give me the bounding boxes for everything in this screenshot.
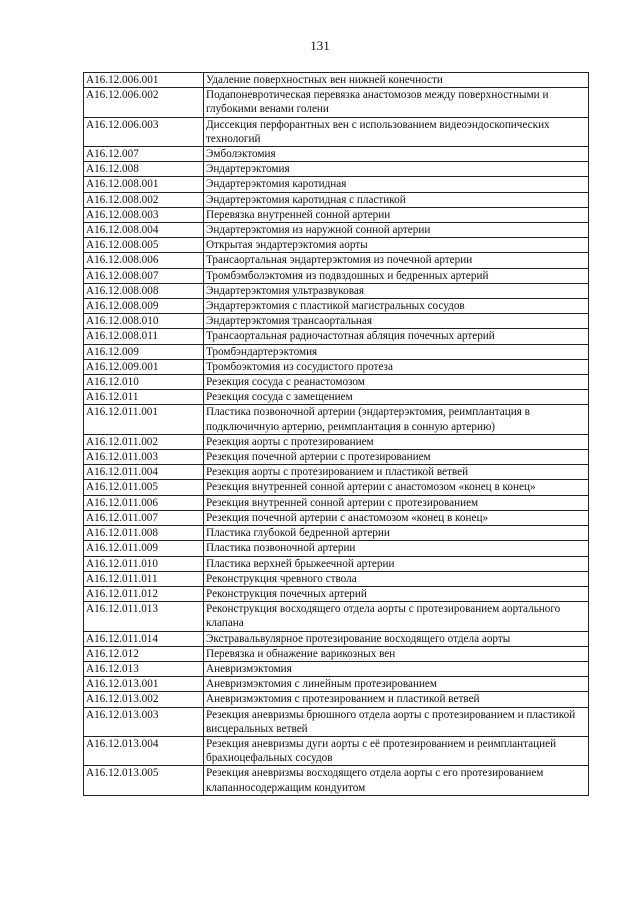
table-row xyxy=(84,692,589,707)
procedure-name-cell: Аневризмэктомия с линейным протезированием xyxy=(204,677,589,692)
procedure-name-cell: Резекция внутренней сонной артерии с протезированием xyxy=(204,495,589,510)
procedure-name-cell: Перевязка и обнажение варикозных вен xyxy=(204,646,589,661)
procedure-code-cell: A16.12.011.011 xyxy=(84,571,204,586)
table-row xyxy=(84,450,589,465)
procedure-name-cell: Резекция сосуда с реанастомозом xyxy=(204,375,589,390)
procedure-code-cell: A16.12.011 xyxy=(84,390,204,405)
table-row xyxy=(84,192,589,207)
procedure-name-cell: Эндартерэктомия xyxy=(204,162,589,177)
procedure-code-cell: A16.12.011.010 xyxy=(84,556,204,571)
procedure-name-cell: Тромбоэктомия из сосудистого протеза xyxy=(204,359,589,374)
procedure-code-cell: A16.12.011.003 xyxy=(84,450,204,465)
procedure-name-cell: Эмболэктомия xyxy=(204,147,589,162)
procedure-name-cell: Эндартерэктомия ультразвуковая xyxy=(204,283,589,298)
table-row xyxy=(84,541,589,556)
table-row xyxy=(84,268,589,283)
procedure-code-cell: A16.12.008.005 xyxy=(84,238,204,253)
procedure-name-cell: Эндартерэктомия трансаортальная xyxy=(204,314,589,329)
procedure-code-cell: A16.12.007 xyxy=(84,147,204,162)
procedure-name-cell: Тромбэмболэктомия из подвздошных и бедренных артерий xyxy=(204,268,589,283)
procedure-name-cell: Диссекция перфорантных вен с использованием видеоэндоскопических технологий xyxy=(204,117,589,146)
table-row xyxy=(84,480,589,495)
table-row xyxy=(84,177,589,192)
procedure-code-cell: A16.12.013.003 xyxy=(84,707,204,736)
procedure-code-cell: A16.12.011.004 xyxy=(84,465,204,480)
table-row xyxy=(84,390,589,405)
procedure-code-cell: A16.12.006.003 xyxy=(84,117,204,146)
table-row xyxy=(84,586,589,601)
procedure-name-cell: Пластика верхней брыжеечной артерии xyxy=(204,556,589,571)
procedure-code-cell: A16.12.011.002 xyxy=(84,434,204,449)
procedure-code-cell: A16.12.009.001 xyxy=(84,359,204,374)
table-row xyxy=(84,238,589,253)
procedure-name-cell: Резекция аневризмы восходящего отдела аорты с его протезированием клапанносодержащим кондуитом xyxy=(204,766,589,795)
procedure-code-cell: A16.12.011.014 xyxy=(84,631,204,646)
procedure-code-cell: A16.12.008.004 xyxy=(84,223,204,238)
procedure-code-cell: A16.12.008.003 xyxy=(84,207,204,222)
procedure-code-cell: A16.12.008.009 xyxy=(84,299,204,314)
procedure-code-cell: A16.12.011.013 xyxy=(84,602,204,631)
procedure-code-cell: A16.12.008.008 xyxy=(84,283,204,298)
table-row xyxy=(84,314,589,329)
table-row xyxy=(84,88,589,117)
procedure-code-cell: A16.12.011.009 xyxy=(84,541,204,556)
table-row xyxy=(84,405,589,434)
table-row xyxy=(84,283,589,298)
table-row xyxy=(84,661,589,676)
procedure-name-cell: Резекция сосуда с замещением xyxy=(204,390,589,405)
table-row xyxy=(84,556,589,571)
procedure-code-cell: A16.12.008.010 xyxy=(84,314,204,329)
procedure-code-cell: A16.12.008.002 xyxy=(84,192,204,207)
table-row xyxy=(84,329,589,344)
procedure-name-cell: Резекция почечной артерии с анастомозом «конец в конец» xyxy=(204,510,589,525)
table-row xyxy=(84,207,589,222)
procedure-code-cell: A16.12.013.001 xyxy=(84,677,204,692)
procedure-name-cell: Открытая эндартерэктомия аорты xyxy=(204,238,589,253)
table-row xyxy=(84,495,589,510)
procedure-code-cell: A16.12.011.006 xyxy=(84,495,204,510)
table-row xyxy=(84,162,589,177)
table-row xyxy=(84,646,589,661)
procedure-name-cell: Подапоневротическая перевязка анастомозов между поверхностными и глубокими венами голени xyxy=(204,88,589,117)
procedure-name-cell: Эндартерэктомия из наружной сонной артерии xyxy=(204,223,589,238)
table-row xyxy=(84,526,589,541)
table-row xyxy=(84,631,589,646)
table-row xyxy=(84,465,589,480)
procedure-name-cell: Резекция аорты с протезированием xyxy=(204,434,589,449)
procedure-name-cell: Пластика глубокой бедренной артерии xyxy=(204,526,589,541)
table-row xyxy=(84,707,589,736)
procedure-code-cell: A16.12.013.005 xyxy=(84,766,204,795)
table-row xyxy=(84,299,589,314)
procedure-code-cell: A16.12.011.008 xyxy=(84,526,204,541)
table-row xyxy=(84,223,589,238)
procedure-name-cell: Эндартерэктомия каротидная xyxy=(204,177,589,192)
table-row xyxy=(84,434,589,449)
procedure-name-cell: Эндартерэктомия с пластикой магистральных сосудов xyxy=(204,299,589,314)
procedure-name-cell: Резекция аневризмы дуги аорты с её протезированием и реимплантацией брахиоцефальных сосудов xyxy=(204,736,589,765)
procedure-code-cell: A16.12.008.006 xyxy=(84,253,204,268)
procedure-code-cell: A16.12.011.001 xyxy=(84,405,204,434)
procedure-name-cell: Перевязка внутренней сонной артерии xyxy=(204,207,589,222)
procedure-name-cell: Трансаортальная радиочастотная абляция почечных артерий xyxy=(204,329,589,344)
procedure-name-cell: Пластика позвоночной артерии xyxy=(204,541,589,556)
procedure-code-cell: A16.12.010 xyxy=(84,375,204,390)
procedure-code-cell: A16.12.008.007 xyxy=(84,268,204,283)
procedure-code-cell: A16.12.011.007 xyxy=(84,510,204,525)
procedure-name-cell: Аневризмэктомия xyxy=(204,661,589,676)
procedure-code-cell: A16.12.011.012 xyxy=(84,586,204,601)
table-row xyxy=(84,602,589,631)
procedure-name-cell: Реконструкция почечных артерий xyxy=(204,586,589,601)
procedure-code-cell: A16.12.009 xyxy=(84,344,204,359)
table-row xyxy=(84,359,589,374)
procedure-name-cell: Реконструкция чревного ствола xyxy=(204,571,589,586)
procedure-code-cell: A16.12.006.001 xyxy=(84,73,204,88)
table-row xyxy=(84,736,589,765)
procedure-name-cell: Экстравальвулярное протезирование восходящего отдела аорты xyxy=(204,631,589,646)
procedure-name-cell: Пластика позвоночной артерии (эндартерэктомия, реимплантация в подключичную артерию, реимплантация в сонную артерию) xyxy=(204,405,589,434)
procedure-name-cell: Аневризмэктомия с протезированием и пластикой ветвей xyxy=(204,692,589,707)
table-row xyxy=(84,147,589,162)
procedure-code-cell: A16.12.011.005 xyxy=(84,480,204,495)
table-row xyxy=(84,253,589,268)
procedure-name-cell: Реконструкция восходящего отдела аорты с протезированием аортального клапана xyxy=(204,602,589,631)
procedure-name-cell: Удаление поверхностных вен нижней конечности xyxy=(204,73,589,88)
procedure-code-cell: A16.12.013.004 xyxy=(84,736,204,765)
table-row xyxy=(84,766,589,795)
procedure-code-cell: A16.12.008 xyxy=(84,162,204,177)
page-number: 131 xyxy=(310,38,330,53)
procedure-name-cell: Резекция почечной артерии с протезированием xyxy=(204,450,589,465)
table-row xyxy=(84,73,589,88)
procedure-name-cell: Резекция внутренней сонной артерии с анастомозом «конец в конец» xyxy=(204,480,589,495)
procedure-codes-table xyxy=(83,72,589,796)
procedure-name-cell: Резекция аорты с протезированием и пластикой ветвей xyxy=(204,465,589,480)
procedure-name-cell: Трансаортальная эндартерэктомия из почечной артерии xyxy=(204,253,589,268)
table-row xyxy=(84,677,589,692)
procedure-code-cell: A16.12.006.002 xyxy=(84,88,204,117)
procedure-name-cell: Резекция аневризмы брюшного отдела аорты с протезированием и пластикой висцеральных ветвей xyxy=(204,707,589,736)
procedure-code-cell: A16.12.012 xyxy=(84,646,204,661)
table-row xyxy=(84,117,589,146)
procedure-name-cell: Тромбэндартерэктомия xyxy=(204,344,589,359)
table-row xyxy=(84,344,589,359)
procedure-name-cell: Эндартерэктомия каротидная с пластикой xyxy=(204,192,589,207)
procedure-code-cell: A16.12.013 xyxy=(84,661,204,676)
table-row xyxy=(84,375,589,390)
procedure-code-cell: A16.12.013.002 xyxy=(84,692,204,707)
procedure-code-cell: A16.12.008.001 xyxy=(84,177,204,192)
table-row xyxy=(84,571,589,586)
table-row xyxy=(84,510,589,525)
procedure-code-cell: A16.12.008.011 xyxy=(84,329,204,344)
